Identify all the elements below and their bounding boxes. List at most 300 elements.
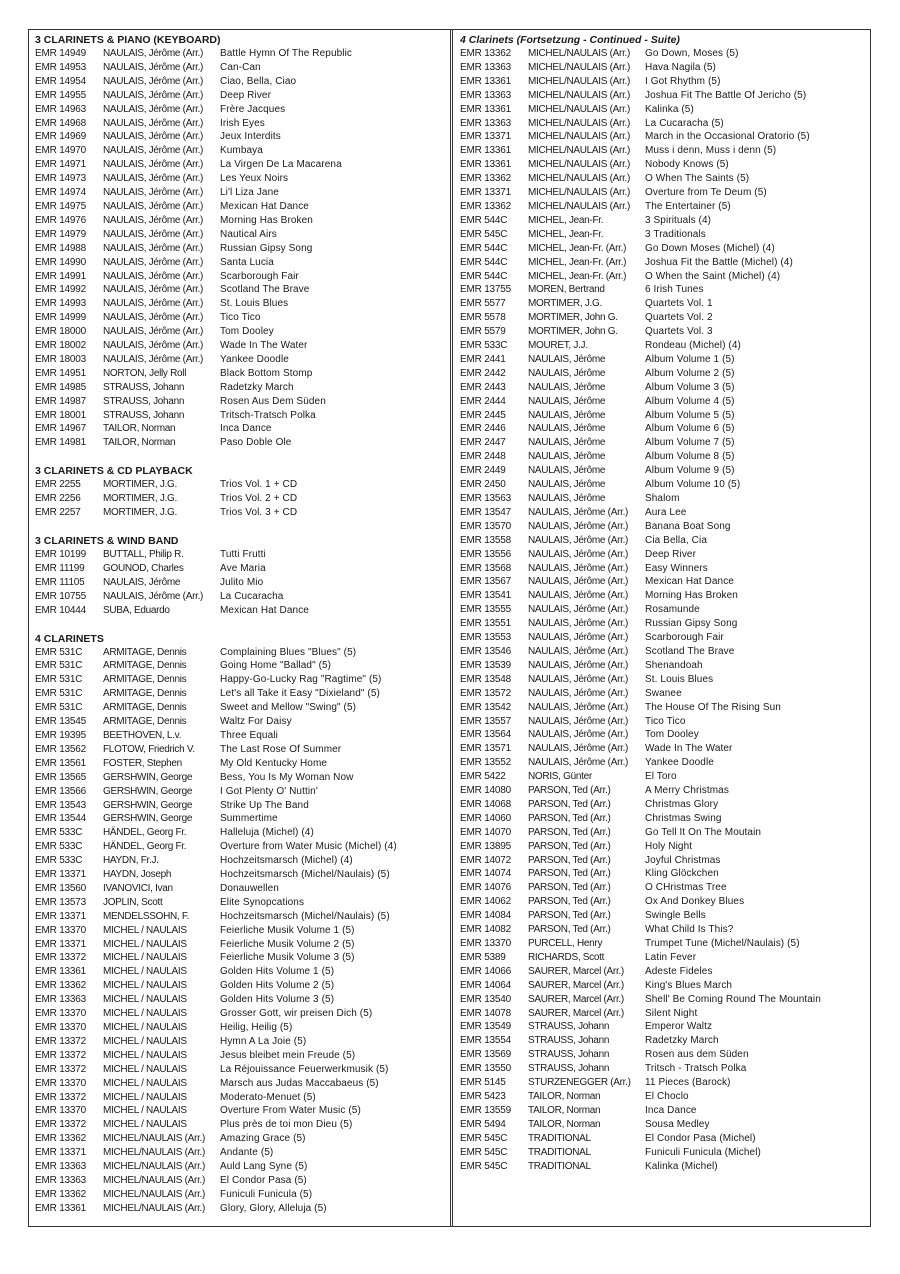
piece-title: Overture from Te Deum (5): [645, 187, 767, 199]
piece-title: Go Down, Moses (5): [645, 48, 739, 59]
catalog-entry: [460, 951, 865, 965]
composer: NAULAIS, Jérôme (Arr.): [103, 159, 204, 171]
catalog-entry: [460, 1090, 865, 1104]
catalog-number: EMR 13371: [460, 187, 512, 199]
catalog-entry: [460, 506, 865, 520]
piece-title: Hochzeitsmarsch (Michel) (4): [220, 855, 353, 867]
catalog-entry: [35, 799, 445, 813]
catalog-number: EMR 18002: [35, 340, 87, 352]
catalog-entry: [460, 464, 865, 478]
catalog-number: EMR 14068: [460, 798, 512, 810]
piece-title: Go Tell It On The Moutain: [645, 826, 762, 838]
composer: MOURET, J.J.: [528, 340, 588, 352]
catalog-number: EMR 13557: [460, 715, 512, 727]
composer: NAULAIS, Jérôme: [528, 423, 606, 435]
catalog-number: EMR 13543: [35, 799, 87, 811]
piece-title: Hava Nagila (5): [645, 61, 716, 73]
piece-title: Going Home "Ballad" (5): [220, 660, 332, 672]
composer: TAILOR, Norman: [103, 437, 176, 449]
catalog-number: EMR 5578: [460, 312, 506, 324]
catalog-entry: [35, 256, 445, 270]
catalog-number: EMR 18000: [35, 326, 87, 338]
catalog-number: EMR 531C: [35, 674, 83, 686]
catalog-entry: [35, 409, 445, 423]
piece-title: Album Volume 5 (5): [645, 409, 735, 421]
catalog-entry: [460, 381, 865, 395]
catalog-entry: [460, 673, 865, 687]
section-gap: [35, 618, 445, 632]
composer: NAULAIS, Jérôme: [528, 479, 606, 491]
catalog-number: EMR 14951: [35, 367, 87, 379]
catalog-entry: [35, 1188, 445, 1202]
catalog-number: EMR 545C: [460, 1146, 508, 1158]
composer: PARSON, Ted (Arr.): [528, 826, 611, 838]
piece-title: Donauwellen: [220, 882, 279, 894]
piece-title: Mexican Hat Dance: [645, 576, 734, 588]
piece-title: I Got Rhythm (5): [645, 75, 721, 87]
composer: MICHEL/NAULAIS (Arr.): [103, 1174, 206, 1186]
catalog-entry: [460, 701, 865, 715]
piece-title: Amazing Grace (5): [220, 1133, 306, 1145]
catalog-number: EMR 18001: [35, 409, 87, 421]
piece-title: Battle Hymn Of The Republic: [220, 48, 353, 59]
catalog-number: EMR 13560: [35, 882, 87, 894]
piece-title: Ciao, Bella, Ciao: [220, 75, 297, 87]
section-heading: 3 CLARINETS & CD PLAYBACK: [35, 465, 193, 478]
composer: NAULAIS, Jérôme (Arr.): [528, 701, 629, 713]
catalog-number: EMR 14080: [460, 785, 512, 797]
composer: NAULAIS, Jérôme (Arr.): [528, 562, 629, 574]
catalog-entry: [35, 1118, 445, 1132]
catalog-entry: [35, 1007, 445, 1021]
catalog-number: EMR 13361: [460, 103, 512, 115]
catalog-entry: [35, 590, 445, 604]
piece-title: Nobody Knows (5): [645, 159, 729, 171]
catalog-entry: [35, 242, 445, 256]
catalog-entry: [35, 381, 445, 395]
piece-title: Paso Doble Ole: [220, 437, 292, 449]
catalog-entry: [35, 172, 445, 186]
catalog-number: EMR 13547: [460, 506, 512, 518]
catalog-entry: [35, 840, 445, 854]
catalog-number: EMR 545C: [460, 1132, 508, 1144]
catalog-entry: [35, 130, 445, 144]
piece-title: Can-Can: [220, 61, 261, 73]
catalog-number: EMR 545C: [460, 228, 508, 240]
piece-title: Li'l Liza Jane: [220, 187, 279, 199]
piece-title: Russian Gipsy Song: [220, 242, 313, 254]
piece-title: Latin Fever: [645, 951, 697, 963]
catalog-entry: [460, 1034, 865, 1048]
piece-title: Marsch aus Judas Maccabaeus (5): [220, 1077, 379, 1089]
catalog-entry: [460, 631, 865, 645]
piece-title: The Entertainer (5): [645, 200, 731, 212]
catalog-entry: [35, 270, 445, 284]
catalog-entry: [460, 993, 865, 1007]
catalog-entry: [460, 228, 865, 242]
composer: TAILOR, Norman: [528, 1090, 601, 1102]
catalog-entry: [460, 395, 865, 409]
catalog-entry: [460, 422, 865, 436]
piece-title: My Old Kentucky Home: [220, 757, 328, 769]
composer: NAULAIS, Jérôme (Arr.): [103, 340, 204, 352]
piece-title: Rosamunde: [645, 604, 700, 616]
catalog-number: EMR 14074: [460, 868, 512, 880]
composer: TRADITIONAL: [528, 1160, 591, 1172]
piece-title: Easy Winners: [645, 562, 708, 574]
composer: NAULAIS, Jérôme (Arr.): [528, 534, 629, 546]
catalog-number: EMR 544C: [460, 242, 508, 254]
catalog-number: EMR 14949: [35, 48, 87, 59]
composer: ARMITAGE, Dennis: [103, 702, 187, 714]
composer: GERSHWIN, George: [103, 771, 193, 783]
piece-title: Silent Night: [645, 1007, 698, 1019]
catalog-entry: [35, 785, 445, 799]
composer: NAULAIS, Jérôme (Arr.): [103, 173, 204, 185]
piece-title: Quartets Vol. 3: [645, 326, 713, 338]
catalog-entry: [35, 283, 445, 297]
composer: GERSHWIN, George: [103, 813, 193, 825]
section-gap: [35, 450, 445, 464]
composer: TAILOR, Norman: [528, 1118, 601, 1130]
section-heading: 3 CLARINETS & WIND BAND: [35, 535, 179, 547]
catalog-entry: [460, 965, 865, 979]
composer: MICHEL / NAULAIS: [103, 1063, 187, 1075]
composer: TRADITIONAL: [528, 1132, 591, 1144]
composer: SAURER, Marcel (Arr.): [528, 979, 624, 991]
composer: NAULAIS, Jérôme (Arr.): [103, 48, 204, 59]
composer: TRADITIONAL: [528, 1146, 591, 1158]
catalog-number: EMR 13372: [35, 1035, 87, 1047]
catalog-entry: [35, 646, 445, 660]
composer: MICHEL/NAULAIS (Arr.): [528, 145, 631, 157]
section-heading: 4 Clarinets (Fortsetzung - Continued - Suite): [460, 34, 680, 46]
piece-title: Jeux Interdits: [220, 131, 281, 143]
composer: NAULAIS, Jérôme (Arr.): [103, 187, 204, 199]
composer: NAULAIS, Jérôme (Arr.): [103, 312, 204, 324]
catalog-number: EMR 13571: [460, 743, 512, 755]
catalog-entry: [35, 325, 445, 339]
catalog-number: EMR 5577: [460, 298, 506, 310]
composer: STRAUSS, Johann: [528, 1049, 610, 1061]
piece-title: Album Volume 3 (5): [645, 381, 735, 393]
catalog-number: EMR 13564: [460, 729, 512, 741]
catalog-entry: [460, 575, 865, 589]
catalog-entry: [35, 436, 445, 450]
piece-title: Golden Hits Volume 3 (5): [220, 994, 335, 1006]
piece-title: Wade In The Water: [220, 340, 308, 352]
piece-title: Tico Tico: [645, 715, 686, 727]
catalog-entry: [35, 1035, 445, 1049]
composer: NAULAIS, Jérôme (Arr.): [528, 548, 629, 560]
catalog-number: EMR 10444: [35, 604, 87, 616]
composer: HAYDN, Joseph: [103, 869, 172, 881]
piece-title: Three Equali: [220, 729, 278, 741]
catalog-number: EMR 544C: [460, 270, 508, 282]
catalog-number: EMR 531C: [35, 646, 83, 658]
piece-title: Strike Up The Band: [220, 799, 309, 811]
piece-title: What Child Is This?: [645, 924, 734, 936]
composer: GERSHWIN, George: [103, 799, 193, 811]
catalog-entry: [35, 492, 445, 506]
catalog-number: EMR 2448: [460, 451, 506, 463]
composer: NAULAIS, Jérôme (Arr.): [103, 284, 204, 296]
catalog-entry: [35, 186, 445, 200]
composer: MICHEL/NAULAIS (Arr.): [103, 1161, 206, 1173]
catalog-entry: [460, 339, 865, 353]
composer: MICHEL/NAULAIS (Arr.): [103, 1133, 206, 1145]
catalog-entry: [35, 422, 445, 436]
piece-title: Inca Dance: [645, 1104, 697, 1116]
catalog-entry: [460, 826, 865, 840]
catalog-entry: [460, 1048, 865, 1062]
composer: NAULAIS, Jérôme (Arr.): [528, 590, 629, 602]
catalog-number: EMR 13572: [460, 687, 512, 699]
catalog-entry: [460, 89, 865, 103]
catalog-number: EMR 14973: [35, 173, 87, 185]
piece-title: La Cucaracha: [220, 590, 284, 602]
piece-title: Glory, Glory, Alleluja (5): [220, 1202, 327, 1214]
catalog-entry: [35, 896, 445, 910]
catalog-entry: [460, 923, 865, 937]
composer: STURZENEGGER (Arr.): [528, 1077, 631, 1089]
piece-title: Elite Synopcations: [220, 896, 305, 908]
composer: PARSON, Ted (Arr.): [528, 924, 611, 936]
composer: MICHEL/NAULAIS (Arr.): [528, 173, 631, 185]
catalog-entry: [460, 1062, 865, 1076]
composer: MICHEL / NAULAIS: [103, 952, 187, 964]
composer: NAULAIS, Jérôme (Arr.): [528, 576, 629, 588]
composer: MICHEL/NAULAIS (Arr.): [528, 89, 631, 101]
composer: MICHEL / NAULAIS: [103, 966, 187, 978]
piece-title: Inca Dance: [220, 423, 272, 435]
piece-title: Happy-Go-Lucky Rag "Ragtime" (5): [220, 674, 382, 686]
catalog-number: EMR 13370: [35, 1077, 87, 1089]
catalog-number: EMR 13371: [35, 938, 87, 950]
piece-title: The Last Rose Of Summer: [220, 743, 342, 755]
catalog-number: EMR 13558: [460, 534, 512, 546]
catalog-entry: [460, 742, 865, 756]
piece-title: Heilig, Heilig (5): [220, 1022, 293, 1033]
piece-title: Waltz For Daisy: [220, 716, 292, 728]
piece-title: Black Bottom Stomp: [220, 367, 313, 379]
catalog-number: EMR 14954: [35, 75, 87, 87]
piece-title: Overture from Water Music (Michel) (4): [220, 841, 397, 853]
piece-title: Scarborough Fair: [220, 270, 299, 282]
catalog-number: EMR 533C: [35, 841, 83, 853]
catalog-number: EMR 13363: [35, 994, 87, 1006]
composer: ARMITAGE, Dennis: [103, 646, 187, 658]
composer: MICHEL / NAULAIS: [103, 1091, 187, 1103]
catalog-number: EMR 13363: [460, 117, 512, 129]
catalog-number: EMR 13566: [35, 785, 87, 797]
piece-title: Feierliche Musik Volume 2 (5): [220, 938, 355, 950]
composer: BEETHOVEN, L.v.: [103, 729, 182, 741]
composer: MICHEL, Jean-Fr. (Arr.): [528, 270, 627, 282]
piece-title: Album Volume 8 (5): [645, 451, 735, 463]
piece-title: Hochzeitsmarsch (Michel/Naulais) (5): [220, 869, 390, 881]
composer: MICHEL, Jean-Fr.: [528, 214, 604, 226]
piece-title: Overture From Water Music (5): [220, 1105, 361, 1117]
piece-title: Joshua Fit the Battle (Michel) (4): [645, 256, 793, 268]
catalog-entry: [35, 311, 445, 325]
catalog-number: EMR 13370: [35, 1008, 87, 1020]
catalog-number: EMR 13371: [460, 131, 512, 143]
piece-title: Let's all Take it Easy "Dixieland" (5): [220, 688, 380, 700]
catalog-number: EMR 19395: [35, 729, 87, 741]
composer: ARMITAGE, Dennis: [103, 674, 187, 686]
catalog-entry: [460, 1007, 865, 1021]
catalog-number: EMR 13370: [35, 924, 87, 936]
composer: SAURER, Marcel (Arr.): [528, 993, 624, 1005]
catalog-number: EMR 13755: [460, 284, 512, 296]
piece-title: Joshua Fit The Battle Of Jericho (5): [645, 89, 807, 101]
composer: MICHEL / NAULAIS: [103, 1077, 187, 1089]
piece-title: Julito Mio: [220, 576, 264, 588]
composer: PARSON, Ted (Arr.): [528, 812, 611, 824]
piece-title: Ave Maria: [220, 562, 266, 574]
section-heading: 3 CLARINETS & PIANO (KEYBOARD): [35, 34, 221, 46]
catalog-number: EMR 2444: [460, 395, 506, 407]
catalog-entry: [35, 395, 445, 409]
catalog-number: EMR 14066: [460, 965, 512, 977]
piece-title: Tritsch - Tratsch Polka: [645, 1063, 747, 1075]
catalog-entry: [460, 867, 865, 881]
piece-title: Rondeau (Michel) (4): [645, 340, 741, 352]
composer: PARSON, Ted (Arr.): [528, 798, 611, 810]
composer: NAULAIS, Jérôme (Arr.): [103, 145, 204, 157]
composer: MICHEL/NAULAIS (Arr.): [528, 75, 631, 87]
catalog-number: EMR 13570: [460, 520, 512, 532]
catalog-entry: [35, 158, 445, 172]
catalog-number: EMR 13562: [35, 743, 87, 755]
composer: NAULAIS, Jérôme: [528, 437, 606, 449]
catalog-number: EMR 13363: [460, 89, 512, 101]
catalog-entry: [35, 757, 445, 771]
catalog-entry: [460, 1132, 865, 1146]
catalog-entry: [35, 979, 445, 993]
piece-title: Cia Bella, Cia: [645, 534, 707, 546]
composer: NAULAIS, Jérôme (Arr.): [103, 200, 204, 212]
composer: MICHEL/NAULAIS (Arr.): [528, 200, 631, 212]
catalog-entry: [460, 881, 865, 895]
composer: MICHEL, Jean-Fr.: [528, 228, 604, 240]
piece-title: Sweet and Mellow "Swing" (5): [220, 702, 357, 714]
composer: ARMITAGE, Dennis: [103, 716, 187, 728]
catalog-entry: [35, 339, 445, 353]
composer: MOREN, Bertrand: [528, 284, 605, 296]
piece-title: Album Volume 1 (5): [645, 353, 735, 365]
catalog-number: EMR 11105: [35, 576, 85, 588]
catalog-number: EMR 14992: [35, 284, 87, 296]
catalog-entry: [35, 659, 445, 673]
catalog-number: EMR 13363: [35, 1174, 87, 1186]
piece-title: Hochzeitsmarsch (Michel/Naulais) (5): [220, 910, 390, 922]
composer: STRAUSS, Johann: [528, 1021, 610, 1033]
composer: PURCELL, Henry: [528, 938, 603, 949]
piece-title: Kling Glöckchen: [645, 868, 719, 880]
piece-title: Shenandoah: [645, 659, 703, 671]
catalog-entry: [460, 589, 865, 603]
composer: GOUNOD, Charles: [103, 562, 184, 574]
composer: MICHEL / NAULAIS: [103, 1008, 187, 1020]
composer: MORTIMER, J.G.: [103, 479, 177, 491]
composer: NAULAIS, Jérôme: [528, 381, 606, 393]
catalog-number: EMR 13372: [35, 1049, 87, 1061]
piece-title: Hymn A La Joie (5): [220, 1035, 307, 1047]
piece-title: Grosser Gott, wir preisen Dich (5): [220, 1008, 373, 1020]
composer: SAURER, Marcel (Arr.): [528, 1007, 624, 1019]
piece-title: Trios Vol. 1 + CD: [220, 479, 298, 491]
piece-title: Halleluja (Michel) (4): [220, 827, 314, 839]
catalog-number: EMR 14969: [35, 131, 87, 143]
catalog-number: EMR 13362: [460, 200, 512, 212]
composer: MICHEL, Jean-Fr. (Arr.): [528, 256, 627, 268]
piece-title: Trios Vol. 2 + CD: [220, 493, 298, 505]
piece-title: La Cucaracha (5): [645, 117, 724, 129]
catalog-number: EMR 13559: [460, 1104, 512, 1116]
catalog-number: EMR 14963: [35, 103, 87, 115]
catalog-number: EMR 13372: [35, 1091, 87, 1103]
piece-title: Tritsch-Tratsch Polka: [220, 409, 316, 421]
composer: PARSON, Ted (Arr.): [528, 882, 611, 894]
catalog-number: EMR 14979: [35, 228, 87, 240]
catalog-number: EMR 14987: [35, 395, 87, 407]
catalog-entry: [460, 172, 865, 186]
composer: NAULAIS, Jérôme (Arr.): [103, 270, 204, 282]
piece-title: Irish Eyes: [220, 117, 265, 129]
catalog-entry: [460, 283, 865, 297]
catalog-entry: [460, 367, 865, 381]
piece-title: Plus près de toi mon Dieu (5): [220, 1119, 353, 1131]
piece-title: La Réjouissance Feuerwerkmusik (5): [220, 1063, 389, 1075]
catalog-entry: [460, 728, 865, 742]
composer: NAULAIS, Jérôme: [528, 409, 606, 421]
catalog-entry: [460, 1020, 865, 1034]
catalog-entry: [460, 270, 865, 284]
composer: MICHEL/NAULAIS (Arr.): [528, 159, 631, 171]
catalog-entry: [35, 938, 445, 952]
piece-title: Les Yeux Noirs: [220, 173, 289, 185]
composer: NAULAIS, Jérôme (Arr.): [103, 353, 204, 365]
composer: MICHEL / NAULAIS: [103, 1105, 187, 1117]
catalog-entry: [460, 840, 865, 854]
composer: MORTIMER, John G.: [528, 326, 618, 338]
composer: NAULAIS, Jérôme (Arr.): [528, 645, 629, 657]
piece-title: Ox And Donkey Blues: [645, 896, 745, 908]
piece-title: Radetzky March: [220, 381, 294, 393]
composer: FLOTOW, Friedrich V.: [103, 743, 195, 755]
catalog-number: EMR 13553: [460, 632, 512, 644]
catalog-number: EMR 14974: [35, 187, 87, 199]
piece-title: Auld Lang Syne (5): [220, 1161, 308, 1173]
composer: MICHEL/NAULAIS (Arr.): [528, 187, 631, 199]
catalog-number: EMR 2257: [35, 507, 81, 519]
composer: SAURER, Marcel (Arr.): [528, 965, 624, 977]
composer: BUTTALL, Philip R.: [103, 549, 184, 560]
catalog-entry: [35, 882, 445, 896]
catalog-number: EMR 13554: [460, 1035, 512, 1047]
catalog-number: EMR 14955: [35, 89, 87, 101]
catalog-column-left: [35, 33, 445, 1216]
piece-title: Scarborough Fair: [645, 632, 724, 644]
catalog-number: EMR 14076: [460, 882, 512, 894]
catalog-entry: [460, 715, 865, 729]
catalog-entry: [35, 826, 445, 840]
catalog-number: EMR 13371: [35, 910, 87, 922]
catalog-entry: [35, 729, 445, 743]
piece-title: Album Volume 7 (5): [645, 437, 735, 449]
